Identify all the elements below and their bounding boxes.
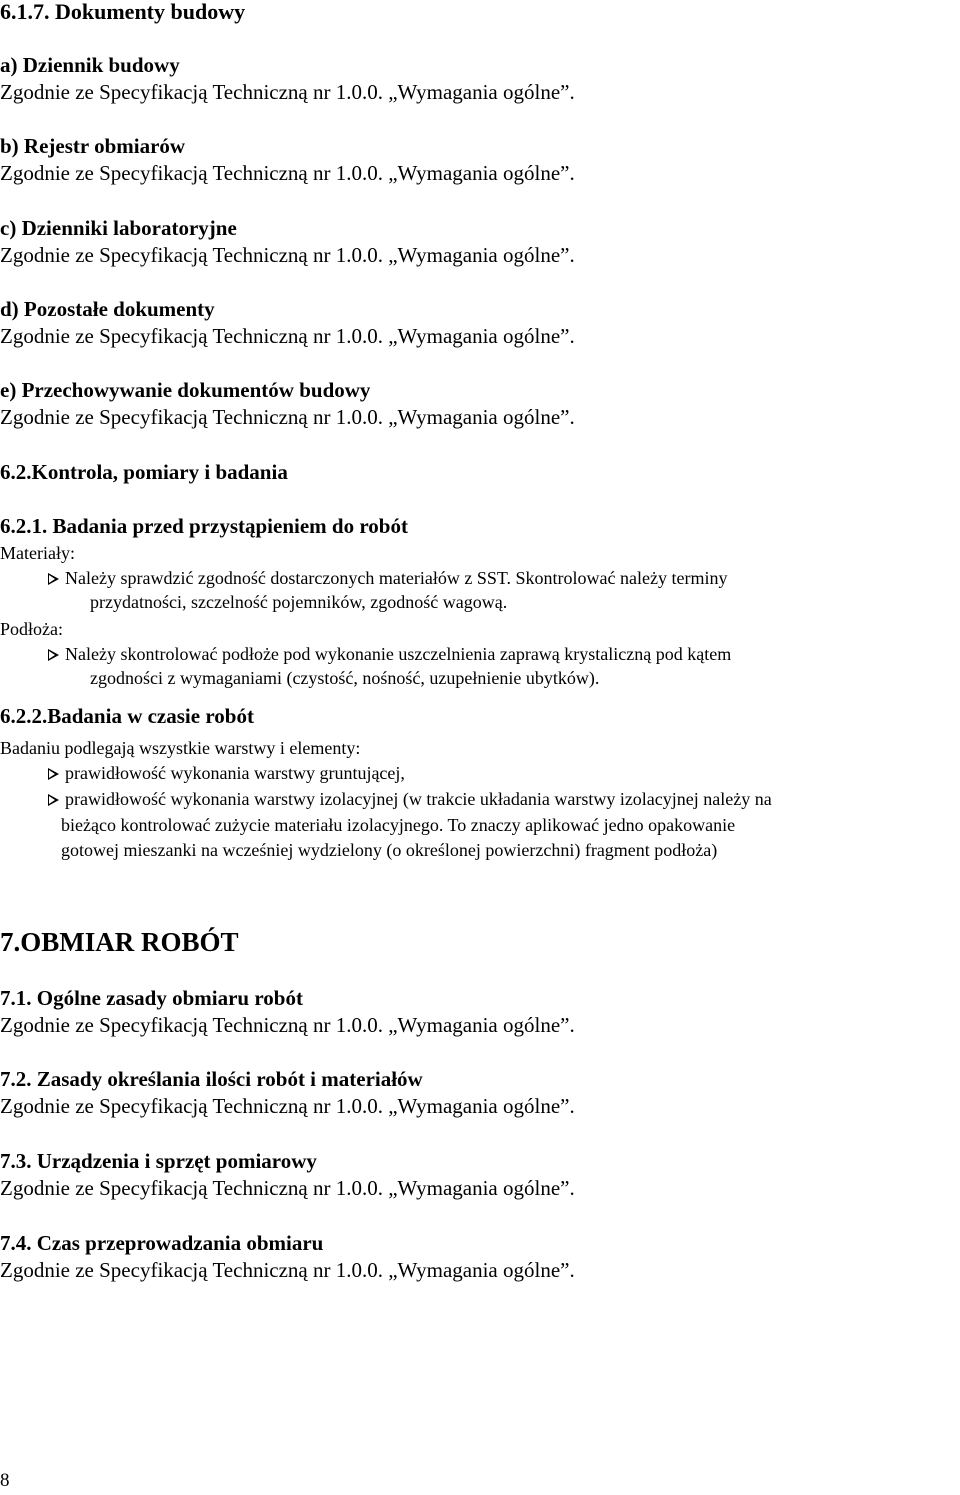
section-title-622: 6.2.2.Badania w czasie robót: [0, 704, 254, 728]
reference-text: Zgodnie ze Specyfikacją Techniczną nr 1.0.0. „Wymagania ogólne”.: [0, 1013, 575, 1037]
section-title-62: 6.2.Kontrola, pomiary i badania: [0, 460, 288, 484]
section-title-7: 7.OBMIAR ROBÓT: [0, 927, 239, 957]
heading-dzienniki-laboratoryjne: c) Dzienniki laboratoryjne: [0, 216, 237, 240]
heading-73: 7.3. Urządzenia i sprzęt pomiarowy: [0, 1149, 317, 1173]
heading-rejestr-obmiarow: b) Rejestr obmiarów: [0, 134, 186, 158]
intro-text: Badaniu podlegają wszystkie warstwy i elementy:: [0, 738, 361, 758]
arrow-bullet-icon: [48, 573, 59, 585]
reference-text: Zgodnie ze Specyfikacją Techniczną nr 1.0.0. „Wymagania ogólne”.: [0, 1258, 575, 1282]
reference-text: Zgodnie ze Specyfikacją Techniczną nr 1.0.0. „Wymagania ogólne”.: [0, 80, 575, 104]
bullet-text: prawidłowość wykonania warstwy izolacyjnej (w trakcie układania warstwy izolacyjnej należy na: [65, 789, 772, 809]
heading-74: 7.4. Czas przeprowadzania obmiaru: [0, 1231, 324, 1255]
bullet-text: prawidłowość wykonania warstwy gruntującej,: [65, 763, 405, 783]
heading-dziennik-budowy: a) Dziennik budowy: [0, 53, 180, 77]
substrate-label: Podłoża:: [0, 619, 63, 639]
reference-text: Zgodnie ze Specyfikacją Techniczną nr 1.0.0. „Wymagania ogólne”.: [0, 161, 575, 185]
bullet-item: [48, 569, 727, 587]
bullet-continuation: gotowej mieszanki na wcześniej wydzielony (o określonej powierzchni) fragment podłoża): [61, 840, 718, 860]
reference-text: Zgodnie ze Specyfikacją Techniczną nr 1.0.0. „Wymagania ogólne”.: [0, 1094, 575, 1118]
heading-pozostale-dokumenty: d) Pozostałe dokumenty: [0, 297, 215, 321]
bullet-continuation: bieżąco kontrolować zużycie materiału izolacyjnego. To znaczy aplikować jedno opakowanie: [61, 815, 736, 835]
reference-text: Zgodnie ze Specyfikacją Techniczną nr 1.0.0. „Wymagania ogólne”.: [0, 243, 575, 267]
arrow-bullet-icon: [48, 649, 59, 661]
reference-text: Zgodnie ze Specyfikacją Techniczną nr 1.0.0. „Wymagania ogólne”.: [0, 405, 575, 429]
bullet-continuation: przydatności, szczelność pojemników, zgodność wagową.: [90, 592, 508, 612]
bullet-item: [48, 764, 405, 782]
page-number: 8: [0, 1470, 10, 1491]
bullet-item: [48, 790, 772, 808]
heading-72: 7.2. Zasady określania ilości robót i materiałów: [0, 1067, 423, 1091]
bullet-continuation: zgodności z wymaganiami (czystość, nośność, uzupełnienie ubytków).: [90, 668, 600, 688]
section-title-621: 6.2.1. Badania przed przystąpieniem do robót: [0, 514, 408, 538]
reference-text: Zgodnie ze Specyfikacją Techniczną nr 1.0.0. „Wymagania ogólne”.: [0, 324, 575, 348]
bullet-item: [48, 645, 731, 663]
section-title-617: 6.1.7. Dokumenty budowy: [0, 0, 246, 24]
materials-label: Materiały:: [0, 543, 75, 563]
arrow-bullet-icon: [48, 768, 59, 780]
bullet-text: Należy skontrolować podłoże pod wykonanie uszczelnienia zaprawą krystaliczną pod kątem: [65, 644, 732, 664]
bullet-text: Należy sprawdzić zgodność dostarczonych materiałów z SST. Skontrolować należy terminy: [65, 568, 728, 588]
heading-71: 7.1. Ogólne zasady obmiaru robót: [0, 986, 303, 1010]
arrow-bullet-icon: [48, 794, 59, 806]
heading-przechowywanie-dokumentow: e) Przechowywanie dokumentów budowy: [0, 378, 371, 402]
reference-text: Zgodnie ze Specyfikacją Techniczną nr 1.0.0. „Wymagania ogólne”.: [0, 1176, 575, 1200]
